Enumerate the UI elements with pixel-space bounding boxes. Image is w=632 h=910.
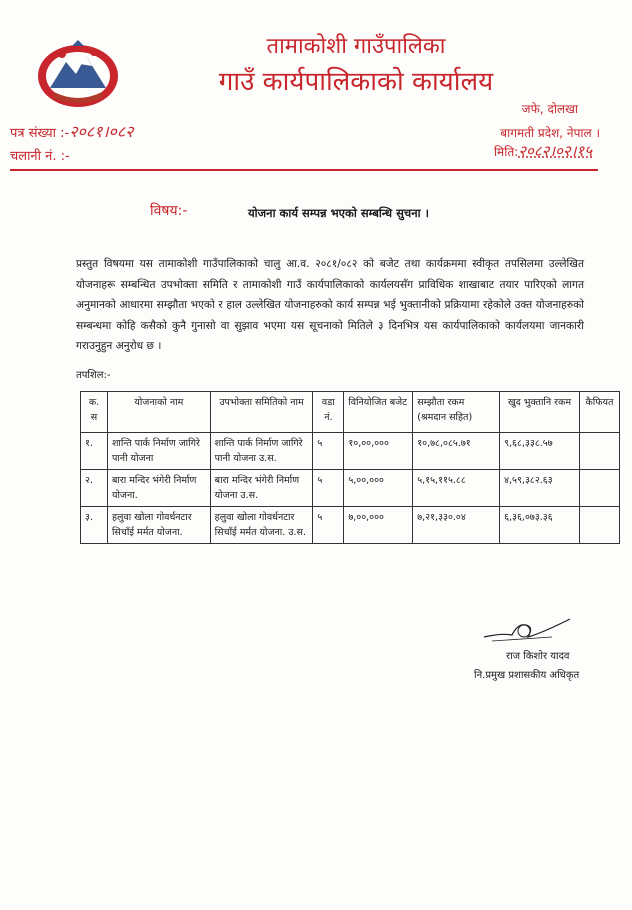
table-cell: ५ (313, 433, 344, 470)
table-cell: बारा मन्दिर भंगेरी निर्माण योजना. (107, 470, 210, 507)
subject-label: विषय:- (150, 203, 188, 219)
column-header: सम्झौता रकम (श्रमदान सहित) (413, 392, 500, 433)
table-cell: ४,५९,३८२.६३ (500, 470, 580, 507)
column-header: विनियोजित बजेट (344, 392, 413, 433)
table-cell (579, 470, 619, 507)
table-cell: ७,२१,३३०.०४ (413, 507, 500, 544)
table-header-row (81, 392, 620, 433)
office-title: गाउँ कार्यपालिकाको कार्यालय (218, 67, 494, 97)
table-cell: २. (81, 470, 108, 507)
office-name: तामाकोशी गाउँपालिका (266, 34, 446, 59)
details-label: तपशिल:- (76, 370, 111, 381)
subject-text: योजना कार्य सम्पन्न भएको सम्बन्धि सुचना । (248, 206, 429, 220)
date-label: मिति: (493, 145, 519, 159)
address-line-1: जफे, दोलखा (521, 102, 578, 116)
column-header: खुद भुक्तानि रकम (500, 392, 580, 433)
date-line (494, 141, 592, 161)
column-header: वडा नं. (313, 392, 344, 433)
table-cell: हलुवा खोला गोवर्धनटार सिचाँई मर्मत योजना. उ.स. (210, 507, 313, 544)
table-cell: शान्ति पार्क निर्माण जागिरे पानी योजना (107, 433, 210, 470)
address-line-2: बागमती प्रदेश, नेपाल । (500, 126, 600, 140)
letter-number-label: पत्र संख्या :- (10, 126, 70, 141)
letter-number (10, 120, 134, 142)
table-cell: ५ (313, 507, 344, 544)
table-cell (579, 507, 619, 544)
header-divider (10, 169, 598, 171)
column-header: कैफियत (579, 392, 619, 433)
table-cell: ५,००,००० (344, 470, 413, 507)
column-header: उपभोक्ता समितिको नाम (210, 392, 313, 433)
column-header: क. स (81, 392, 108, 433)
signatory-name: राज किशोर यादव (506, 651, 570, 662)
table-cell: ९,६८,३३८.५७ (500, 433, 580, 470)
table-cell: बारा मन्दिर भंगेरी निर्माण योजना उ.स. (210, 470, 313, 507)
table-cell (579, 433, 619, 470)
table-cell: ३. (81, 507, 108, 544)
table-cell: १. (81, 433, 108, 470)
signature-mark (482, 615, 572, 645)
table-cell: ५,१५,११५.८८ (413, 470, 500, 507)
date-value: २०८२।०२।१५ (518, 142, 592, 160)
table-row (81, 507, 620, 544)
table-cell: १०,७८,०८५.७१ (413, 433, 500, 470)
table-cell: हलुवा खोला गोवर्धनटार सिचाँई मर्मत योजना. (107, 507, 210, 544)
table-row (81, 433, 620, 470)
letter-number-value: २०८१।०८२ (69, 122, 134, 141)
column-header: योजनाको नाम (107, 392, 210, 433)
dispatch-number-label: चलानी नं. :- (10, 149, 70, 164)
table-cell: ७,००,००० (344, 507, 413, 544)
table-row (81, 470, 620, 507)
table-cell: ५ (313, 470, 344, 507)
notice-body-paragraph: प्रस्तुत विषयमा यस तामाकोशी गाउँपालिकाको चालु आ.व. २०८१/०८२ को बजेट तथा कार्यक्रममा स्वीकृत तपसिलमा उल्लेखित योजनाहरू सम्बन्धित उपभोक्ता समिति र तामाकोशी गाउँ कार्यपालिकाको कार्यलयसँग प्राविधिक शाखाबाट तयार पारिएको लागत अनुमानको आधारमा सम्झौता भएको र हाल उल्लेखित योजनाहरुको कार्य सम्पन्न भई भुक्तानीको प्रक्रियामा रहेकोले उक्त योजनाहरुको सम्बन्धमा कोहि कसैको कुनै गुनासो वा सुझाव भएमा यस सूचनाको मितिले ३ दिनभित्र यस कार्यपालिकाको कार्यलयमा जानकारी गराउनुहुन अनुरोध छ । (76, 258, 584, 352)
table-cell: शान्ति पार्क निर्माण जागिरे पानी योजना उ.स. (210, 433, 313, 470)
table-cell: १०,००,००० (344, 433, 413, 470)
project-table (80, 391, 620, 544)
signatory-title: नि.प्रमुख प्रशासकीय अधिकृत (474, 670, 580, 681)
table-cell: ६,३६,०७३.३६ (500, 507, 580, 544)
